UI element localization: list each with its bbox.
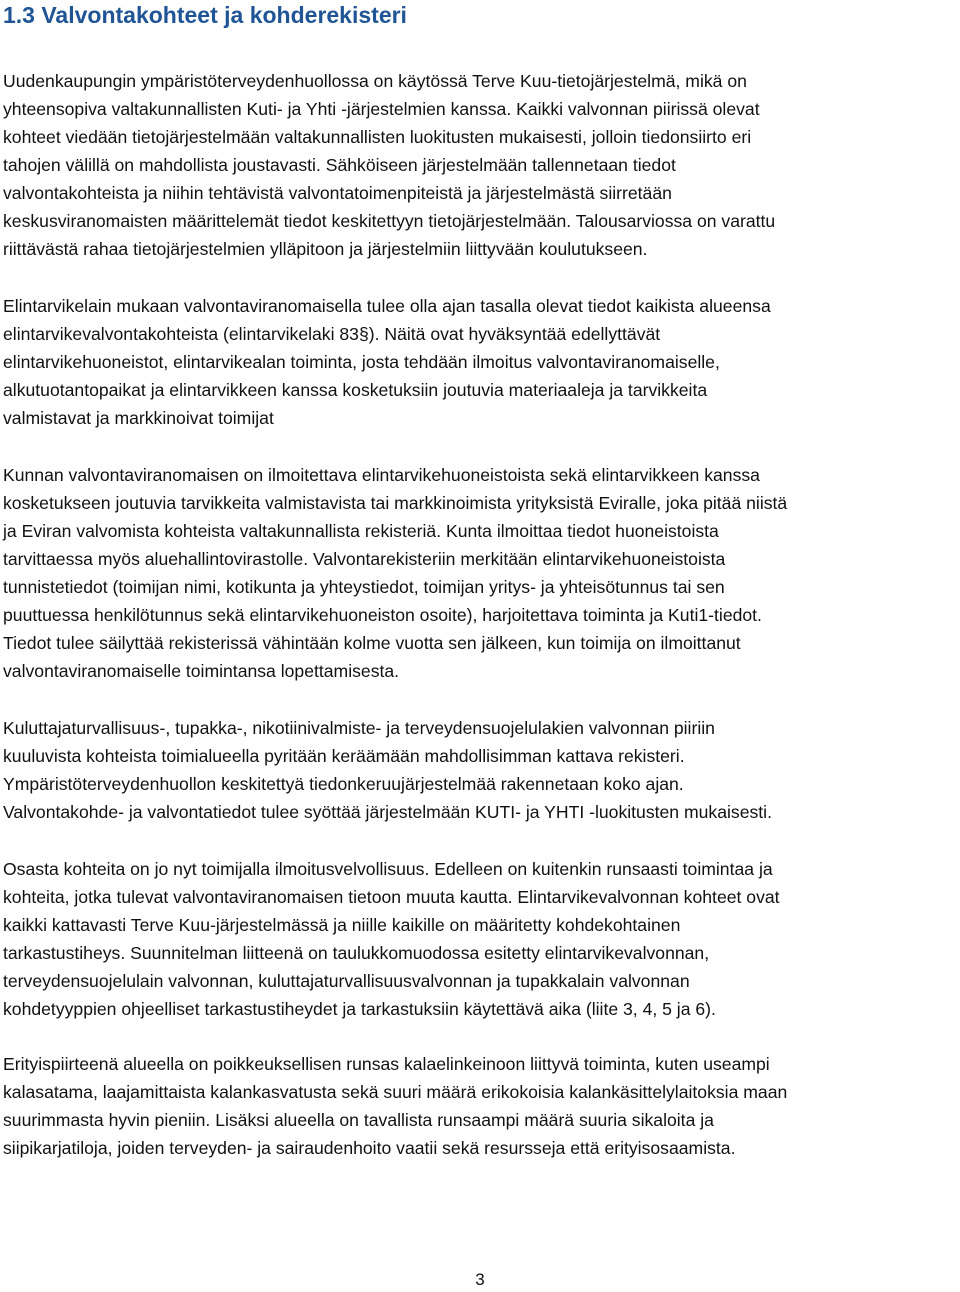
text-line: siipikarjatiloja, joiden terveyden- ja sairaudenhoito vaatii sekä resursseja että erityisosaamista. xyxy=(3,1138,736,1158)
text-line: kosketukseen joutuvia tarvikkeita valmistavista tai markkinoimista yrityksistä Eviralle, joka pitää niistä xyxy=(3,493,788,513)
paragraph-food-law xyxy=(3,292,953,432)
text-line: Osasta kohteita on jo nyt toimijalla ilmoitusvelvollisuus. Edelleen on kuitenkin runsaasti toimintaa ja xyxy=(3,859,773,879)
text-line: ja Eviran valvomista kohteista valtakunnallista rekisteriä. Kunta ilmoittaa tiedot huoneistoista xyxy=(3,521,719,541)
paragraph-inspection-frequency xyxy=(3,855,953,1023)
text-line: Kunnan valvontaviranomaisen on ilmoitettava elintarvikehuoneistoista sekä elintarvikkeen kanssa xyxy=(3,465,760,485)
text-line: alkutuotantopaikat ja elintarvikkeen kanssa kosketuksiin joutuvia materiaaleja ja tarvikkeita xyxy=(3,380,708,400)
text-line: puuttuessa henkilötunnus sekä elintarvikehuoneiston osoite), harjoitettava toiminta ja Kuti1-tiedot. xyxy=(3,605,762,625)
text-line: tahojen välillä on mahdollista joustavasti. Sähköiseen järjestelmään tallennetaan tiedot xyxy=(3,155,676,175)
text-line: Ympäristöterveydenhuollon keskitettyä tiedonkeruujärjestelmää rakennetaan koko ajan. xyxy=(3,774,684,794)
text-line: kuuluvista kohteista toimialueella pyritään keräämään mahdollisimman kattava rekisteri. xyxy=(3,746,685,766)
text-line: elintarvikevalvontakohteista (elintarvikelaki 83§). Näitä ovat hyväksyntää edellyttävät xyxy=(3,324,661,344)
section-heading: 1.3 Valvontakohteet ja kohderekisteri xyxy=(3,2,407,28)
paragraph-regional-features xyxy=(3,1050,953,1162)
text-line: kohteita, jotka tulevat valvontaviranomaisen tietoon muuta kautta. Elintarvikevalvonnan kohteet ovat xyxy=(3,887,780,907)
text-line: Kuluttajaturvallisuus-, tupakka-, nikotiinivalmiste- ja terveydensuojelulakien valvonnan piiriin xyxy=(3,718,715,738)
page-number: 3 xyxy=(475,1270,485,1289)
text-line: suurimmasta hyvin pieniin. Lisäksi alueella on tavallista runsaampi määrä suuria sikaloita ja xyxy=(3,1110,714,1130)
text-line: yhteensopiva valtakunnallisten Kuti- ja Yhti -järjestelmien kanssa. Kaikki valvonnan piirissä olevat xyxy=(3,99,760,119)
text-line: kohdetyyppien ohjeelliset tarkastustiheydet ja tarkastuksiin käytettävä aika (liite 3, 4, 5 ja 6). xyxy=(3,999,716,1019)
text-line: Tiedot tulee säilyttää rekisterissä vähintään kolme vuotta sen jälkeen, kun toimija on ilmoittanut xyxy=(3,633,741,653)
text-line: kohteet viedään tietojärjestelmään valtakunnallisten luokitusten mukaisesti, jolloin tiedonsiirto eri xyxy=(3,127,752,147)
text-line: terveydensuojelulain valvonnan, kuluttajaturvallisuusvalvonnan ja tupakkalain valvonnan xyxy=(3,971,690,991)
text-line: tarvittaessa myös aluehallintovirastolle. Valvontarekisteriin merkitään elintarvikehuoneistoista xyxy=(3,549,726,569)
text-line: valvontaviranomaiselle toimintansa lopettamisesta. xyxy=(3,661,400,681)
text-line: riittävästä rahaa tietojärjestelmien ylläpitoon ja järjestelmiin liittyvään koulutukseen. xyxy=(3,239,648,259)
text-line: elintarvikehuoneistot, elintarvikealan toiminta, josta tehdään ilmoitus valvontaviranomaiselle, xyxy=(3,352,720,372)
text-line: Erityispiirteenä alueella on poikkeuksellisen runsas kalaelinkeinoon liittyvä toiminta, kuten useampi xyxy=(3,1054,770,1074)
text-line: tunnistetiedot (toimijan nimi, kotikunta ja yhteystiedot, toimijan yritys- ja yhteisötunnus tai sen xyxy=(3,577,725,597)
text-line: valvontakohteista ja niihin tehtävistä valvontatoimenpiteistä ja järjestelmästä siirretään xyxy=(3,183,672,203)
text-line: Elintarvikelain mukaan valvontaviranomaisella tulee olla ajan tasalla olevat tiedot kaikista alueensa xyxy=(3,296,771,316)
text-line: keskusviranomaisten määrittelemät tiedot keskitettyyn tietojärjestelmään. Talousarviossa on varattu xyxy=(3,211,776,231)
text-line: kalasatama, laajamittaista kalankasvatusta sekä suuri määrä erikokoisia kalankäsittelylaitoksia maan xyxy=(3,1082,788,1102)
text-line: kaikki kattavasti Terve Kuu-järjestelmässä ja niille kaikille on määritetty kohdekohtainen xyxy=(3,915,681,935)
text-line: Valvontakohde- ja valvontatiedot tulee syöttää järjestelmään KUTI- ja YHTI -luokitusten mukaisesti. xyxy=(3,802,772,822)
text-line: valmistavat ja markkinoivat toimijat xyxy=(3,408,274,428)
text-line: Uudenkaupungin ympäristöterveydenhuollossa on käytössä Terve Kuu-tietojärjestelmä, mikä on xyxy=(3,71,747,91)
paragraph-consumer-safety xyxy=(3,714,953,826)
paragraph-registry-reporting xyxy=(3,461,953,685)
text-line: tarkastustiheys. Suunnitelman liitteenä on taulukkomuodossa esitetty elintarvikevalvonnan, xyxy=(3,943,710,963)
paragraph-information-systems xyxy=(3,67,953,263)
